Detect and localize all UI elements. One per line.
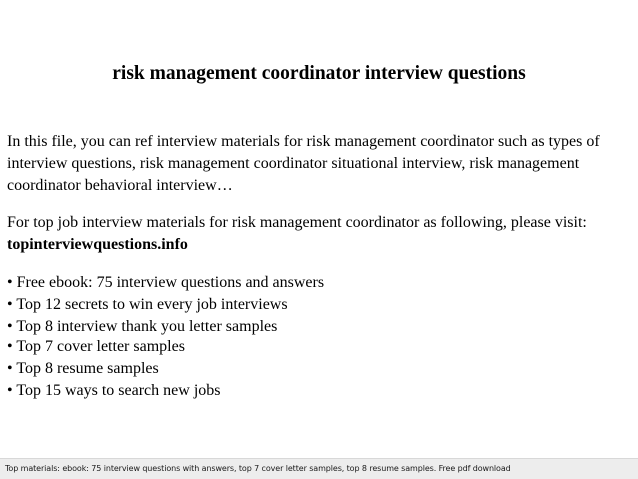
promo-text: For top job interview materials for risk management coordinator as following, please visit: <box>7 214 587 231</box>
list-item: • Top 12 secrets to win every job interviews <box>7 296 288 313</box>
footer-bar <box>0 458 638 479</box>
slide-title: risk management coordinator interview questions <box>112 63 526 84</box>
footer-text: Top materials: ebook: 75 interview questions with answers, top 7 cover letter samples, top 8 resume samples. Free pdf download <box>5 464 511 473</box>
materials-list <box>7 272 633 402</box>
list-item: • Top 8 interview thank you letter samples <box>7 318 278 335</box>
list-item: • Free ebook: 75 interview questions and answers <box>7 274 325 291</box>
intro-paragraph: In this file, you can ref interview materials for risk management coordinator such as types of interview questions, risk management coordinator situational interview, risk management coordinator behavioral interview… <box>7 133 600 194</box>
list-item: • Top 15 ways to search new jobs <box>7 382 221 399</box>
website-link[interactable]: topinterviewquestions.info <box>7 236 188 253</box>
promo-paragraph <box>7 212 633 256</box>
list-item: • Top 8 resume samples <box>7 360 159 377</box>
list-item: • Top 7 cover letter samples <box>7 338 185 355</box>
